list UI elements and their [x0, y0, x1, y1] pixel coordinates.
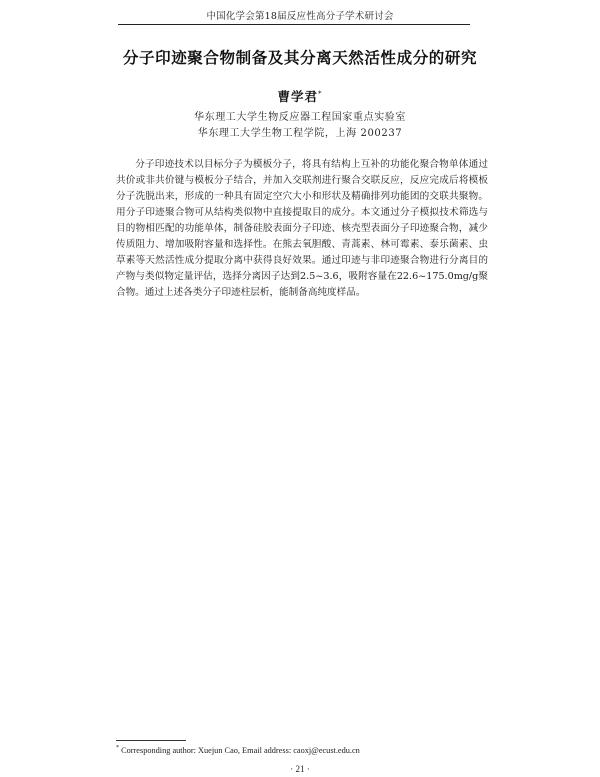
header-rule: [118, 24, 470, 25]
footnote-marker: *: [116, 745, 119, 751]
affiliation-school: 华东理工大学生物工程学院，上海 200237: [197, 128, 403, 139]
running-header: 中国化学会第18届反应性高分子学术研讨会: [206, 11, 394, 22]
page-number: · 21 ·: [290, 764, 310, 774]
footnote-text: Corresponding author: Xuejun Cao, Email address: caoxj@ecust.edu.cn: [121, 745, 360, 755]
author-marker: *: [318, 89, 323, 98]
abstract-paragraph: 分子印迹技术以目标分子为模板分子，将具有结构上互补的功能化聚合物单体通过共价或非共价键与模板分子结合，并加入交联剂进行聚合交联反应，反应完成后将模板分子洗脱出来，形成的一种具有固定空穴大小和形状及精确排列功能团的交联共聚物。用分子印迹聚合物可从结构类似物中直接提取目的成分。本文通过分子模拟技术筛选与目的物相匹配的功能单体，制备硅胶表面分子印迹、核壳型表面分子印迹聚合物，减少传质阻力、增加吸附容量和选择性。在熊去氧胆酸、青蒿素、林可霉素、泰乐菌素、虫草素等天然活性成分提取分离中获得良好效果。通过印迹与非印迹聚合物进行分离目的产物与类似物定量评估，选择分离因子达到2.5~3.6，吸附容量在22.6~175.0mg/g聚合物。通过上述各类分子印迹柱层析，能制备高纯度样品。: [116, 159, 488, 298]
author-name: 曹学君: [277, 89, 318, 104]
footnote: [116, 745, 360, 755]
footnote-rule: [116, 740, 186, 741]
author-line: [0, 87, 600, 105]
affiliation-lab: 华东理工大学生物反应器工程国家重点实验室: [194, 112, 406, 123]
paper-title: 分子印迹聚合物制备及其分离天然活性成分的研究: [122, 49, 478, 67]
